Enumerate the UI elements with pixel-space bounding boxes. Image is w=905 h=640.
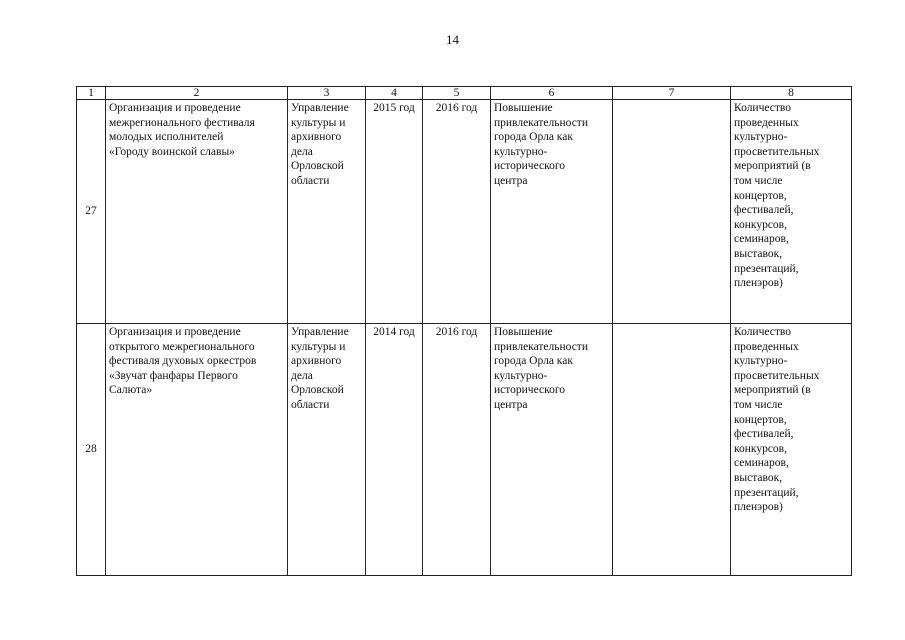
header-cell: 7	[613, 87, 731, 100]
row-number: 27	[77, 100, 106, 324]
header-cell: 6	[491, 87, 613, 100]
event-name-cell: Организация и проведение открытого межрегионального фестиваля духовых оркестров «Звучат фанфары Первого Салюта»	[106, 324, 288, 576]
end-year-cell: 2016 год	[423, 324, 491, 576]
header-cell: 8	[731, 87, 852, 100]
header-cell: 1	[77, 87, 106, 100]
start-year-cell: 2015 год	[366, 100, 423, 324]
table-header-row	[77, 87, 852, 100]
program-table	[76, 86, 852, 576]
start-year-cell: 2014 год	[366, 324, 423, 576]
result-cell: Повышение привлекательности города Орла как культурно- исторического центра	[491, 324, 613, 576]
header-cell: 3	[288, 87, 366, 100]
indicator-cell: Количество проведенных культурно- просветительных мероприятий (в том числе концертов, фестивалей, конкурсов, семинаров, выставок, презентаций, пленэров)	[731, 324, 852, 576]
column-7-cell	[613, 100, 731, 324]
end-year-cell: 2016 год	[423, 100, 491, 324]
table-row	[77, 324, 852, 576]
header-cell: 4	[366, 87, 423, 100]
header-cell: 5	[423, 87, 491, 100]
executor-cell: Управление культуры и архивного дела Орловской области	[288, 100, 366, 324]
table-row	[77, 100, 852, 324]
header-cell: 2	[106, 87, 288, 100]
indicator-cell: Количество проведенных культурно- просветительных мероприятий (в том числе концертов, фестивалей, конкурсов, семинаров, выставок, презентаций, пленэров)	[731, 100, 852, 324]
result-cell: Повышение привлекательности города Орла как культурно- исторического центра	[491, 100, 613, 324]
column-7-cell	[613, 324, 731, 576]
row-number: 28	[77, 324, 106, 576]
event-name-cell: Организация и проведение межрегионального фестиваля молодых исполнителей «Городу воинской славы»	[106, 100, 288, 324]
executor-cell: Управление культуры и архивного дела Орловской области	[288, 324, 366, 576]
page-number: 14	[446, 32, 459, 47]
